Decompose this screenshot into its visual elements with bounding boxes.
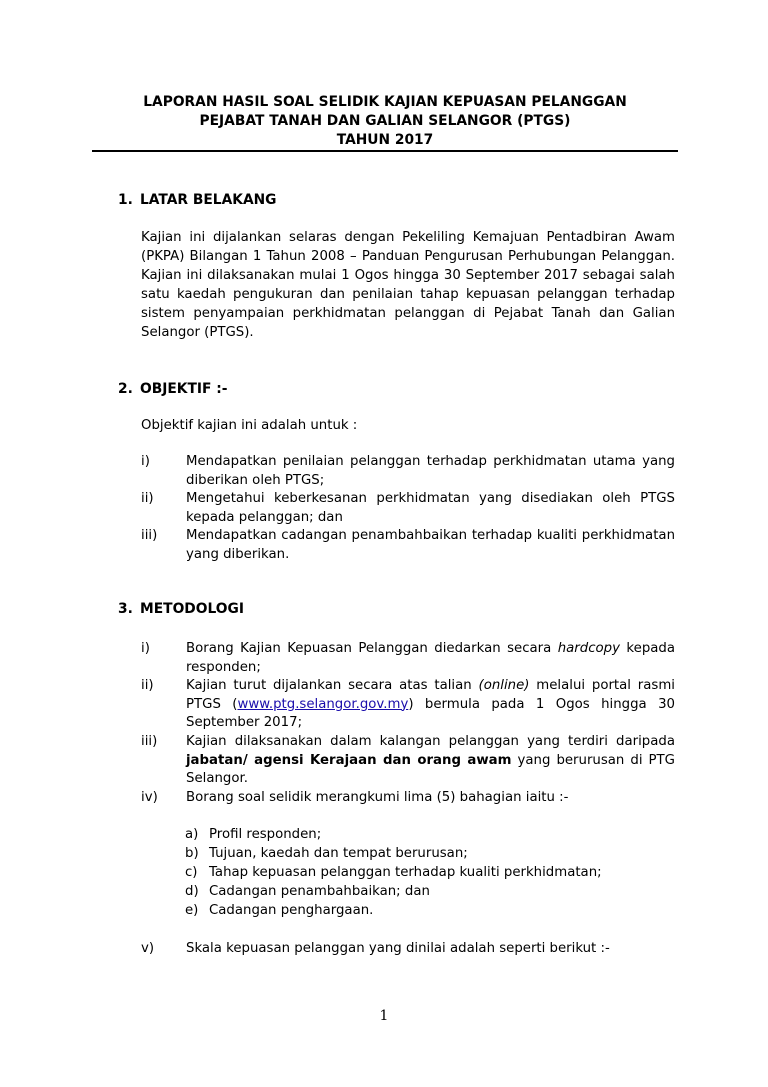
section-2-title: OBJEKTIF :- <box>140 381 228 397</box>
methodology-item <box>141 677 675 733</box>
section-1-title: LATAR BELAKANG <box>140 192 277 208</box>
methodology-item-text <box>186 733 675 789</box>
objective-item-number: iii) <box>141 528 158 543</box>
text-fragment: Kajian turut dijalankan secara atas talian <box>186 678 479 693</box>
methodology-item <box>141 789 675 808</box>
section-3-title: METODOLOGI <box>140 601 244 617</box>
text-fragment: yang berurusan di PTG Selangor. <box>186 752 675 786</box>
text-fragment: ) bermula pada 1 Ogos hingga 30 September 2017; <box>186 696 675 730</box>
sub-list-text: Cadangan penghargaan. <box>209 903 374 918</box>
methodology-item-text: Borang soal selidik merangkumi lima (5) bahagian iaitu :- <box>186 790 569 805</box>
methodology-item-number: iv) <box>141 790 158 805</box>
methodology-item <box>141 733 675 789</box>
report-title-line-3: TAHUN 2017 <box>336 132 434 148</box>
methodology-item-text <box>186 640 675 677</box>
section-3-number: 3. <box>118 601 133 617</box>
objective-item-text: Mengetahui keberkesanan perkhidmatan yang disediakan oleh PTGS kepada pelanggan; dan <box>186 491 675 525</box>
methodology-item <box>141 940 675 959</box>
bold-text: jabatan/ agensi Kerajaan dan orang awam <box>186 752 512 768</box>
sub-list-letter: b) <box>185 846 199 861</box>
sub-list-text: Tahap kepuasan pelanggan terhadap kualiti perkhidmatan; <box>209 865 602 880</box>
report-title-line-1: LAPORAN HASIL SOAL SELIDIK KAJIAN KEPUASAN PELANGGAN <box>143 94 627 110</box>
section-2-intro: Objektif kajian ini adalah untuk : <box>141 418 358 433</box>
methodology-item-text <box>186 677 675 733</box>
sub-list-letter: d) <box>185 884 199 899</box>
methodology-item-number: iii) <box>141 734 158 749</box>
methodology-item <box>141 640 675 677</box>
text-fragment: Kajian dilaksanakan dalam kalangan pelanggan yang terdiri daripada <box>186 734 675 749</box>
sub-list-item <box>185 901 373 920</box>
portal-link[interactable]: www.ptg.selangor.gov.my <box>237 696 409 712</box>
sub-list-text: Tujuan, kaedah dan tempat berurusan; <box>209 846 468 861</box>
sub-list-letter: c) <box>185 865 198 880</box>
objective-item-number: ii) <box>141 491 154 506</box>
sub-list-text: Cadangan penambahbaikan; dan <box>209 884 430 899</box>
section-2-heading <box>118 381 228 397</box>
sub-list-item <box>185 844 468 863</box>
section-1-paragraph: Kajian ini dijalankan selaras dengan Pekeliling Kemajuan Pentadbiran Awam (PKPA) Bilangan 1 Tahun 2008 – Panduan Pengurusan Perhubungan Pelanggan. Kajian ini dilaksanakan mulai 1 Ogos hingga 30 September 2017 sebagai salah satu kaedah pengukuran dan penilaian tahap kepuasan pelanggan terhadap sistem penyampaian perkhidmatan pelanggan di Pejabat Tanah dan Galian Selangor (PTGS). <box>141 230 675 340</box>
methodology-item-number: ii) <box>141 678 154 693</box>
sub-list-item <box>185 882 430 901</box>
sub-list-item <box>185 863 602 882</box>
objective-item <box>141 453 675 490</box>
sub-list-letter: e) <box>185 903 199 918</box>
objective-item-text: Mendapatkan penilaian pelanggan terhadap perkhidmatan utama yang diberikan oleh PTGS; <box>186 454 675 488</box>
objective-item <box>141 527 675 564</box>
methodology-item-number: v) <box>141 941 155 956</box>
objective-item <box>141 490 675 527</box>
objective-item-number: i) <box>141 454 150 469</box>
section-2-number: 2. <box>118 381 133 397</box>
report-title-line-2: PEJABAT TANAH DAN GALIAN SELANGOR (PTGS) <box>199 113 571 129</box>
sub-list-text: Profil responden; <box>209 827 322 842</box>
emphasis-text: hardcopy <box>557 641 620 656</box>
section-1-heading <box>118 192 277 208</box>
section-1-number: 1. <box>118 192 133 208</box>
section-3-heading <box>118 601 244 617</box>
page-number: 1 <box>379 1008 389 1024</box>
sub-list-item <box>185 825 321 844</box>
title-divider <box>92 150 678 152</box>
text-fragment: Borang Kajian Kepuasan Pelanggan diedarkan secara <box>186 641 558 656</box>
objective-item-text: Mendapatkan cadangan penambahbaikan terhadap kualiti perkhidmatan yang diberikan. <box>186 528 675 562</box>
text-fragment: kepada responden; <box>186 641 675 675</box>
emphasis-text: (online) <box>478 678 530 693</box>
methodology-item-number: i) <box>141 641 150 656</box>
methodology-item-text: Skala kepuasan pelanggan yang dinilai adalah seperti berikut :- <box>186 941 610 956</box>
text-fragment: melalui portal rasmi PTGS ( <box>186 678 675 712</box>
sub-list-letter: a) <box>185 827 199 842</box>
